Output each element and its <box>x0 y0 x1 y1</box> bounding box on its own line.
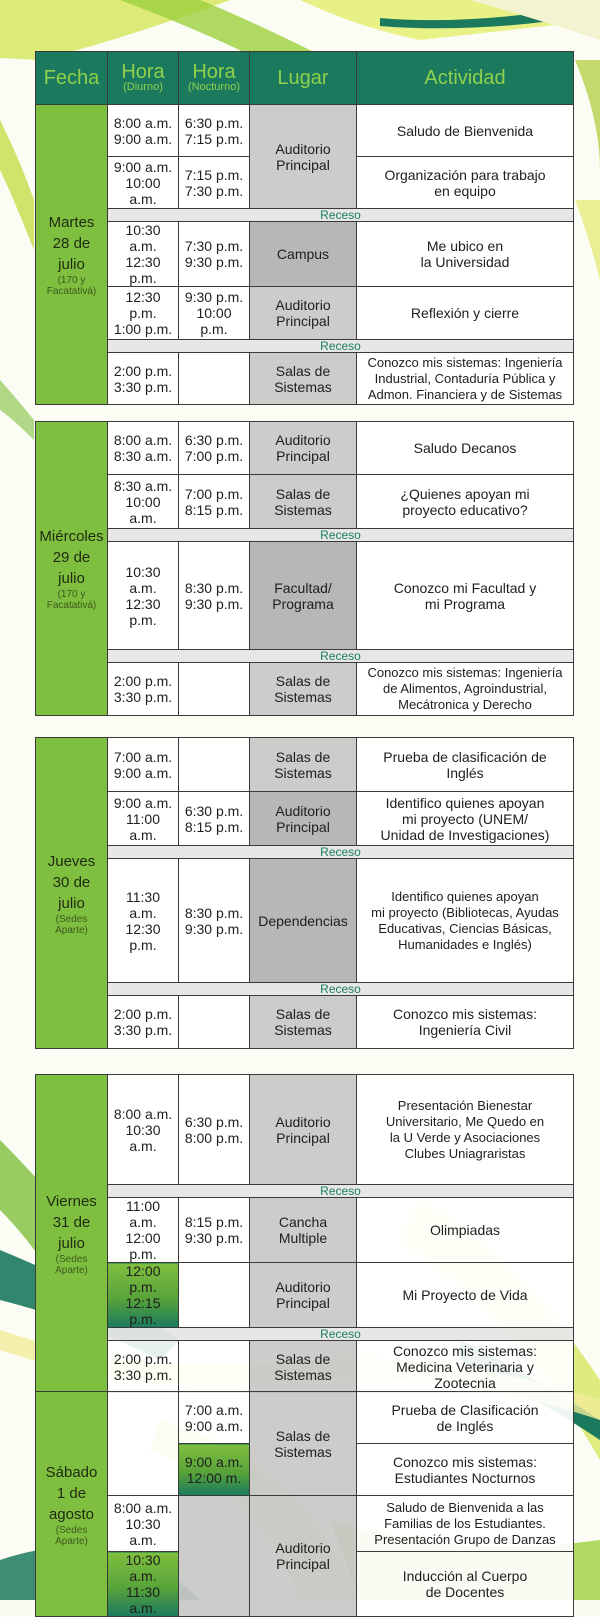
activity-cell: Conozco mis sistemas: Medicina Veterinaria y Zootecnia <box>357 1341 574 1393</box>
table-row <box>36 422 574 475</box>
table-row <box>36 1496 574 1552</box>
schedule-table-viernes <box>35 1074 574 1393</box>
table-row <box>36 1341 574 1393</box>
receso-row <box>36 1328 574 1341</box>
activity-cell: Prueba de Clasificación de Inglés <box>357 1392 574 1444</box>
location-cell: Auditorio Principal <box>250 792 357 846</box>
receso-label: Receso <box>108 209 574 222</box>
table-row <box>36 105 574 157</box>
receso-row <box>36 846 574 859</box>
time-diurno: 8:30 a.m. 10:00 a.m. <box>108 475 179 529</box>
activity-cell: Me ubico en la Universidad <box>357 222 574 287</box>
receso-label: Receso <box>108 1185 574 1198</box>
time-nocturno: 6:30 p.m. 8:15 p.m. <box>179 792 250 846</box>
table-row <box>36 738 574 792</box>
activity-cell: Organización para trabajo en equipo <box>357 157 574 209</box>
location-cell: Auditorio Principal <box>250 1263 357 1328</box>
activity-cell: Inducción al Cuerpo de Docentes <box>357 1552 574 1617</box>
schedule-table-martes <box>35 51 574 405</box>
activity-cell: Prueba de clasificación de Inglés <box>357 738 574 792</box>
receso-label: Receso <box>108 1328 574 1341</box>
activity-cell: Saludo Decanos <box>357 422 574 475</box>
table-row <box>36 1263 574 1328</box>
time-nocturno: 7:30 p.m. 9:30 p.m. <box>179 222 250 287</box>
header-hora-nocturno: Hora (Nocturno) <box>179 52 250 105</box>
schedule-table-jueves <box>35 737 574 1049</box>
header-fecha: Fecha <box>36 52 108 105</box>
time-diurno: 12:00 p.m. 12:15 p.m. <box>108 1263 179 1328</box>
day-miercoles <box>35 421 573 716</box>
location-cell: Salas de Sistemas <box>250 353 357 405</box>
receso-row <box>36 650 574 663</box>
header-actividad: Actividad <box>357 52 574 105</box>
location-cell: Facultad/ Programa <box>250 542 357 650</box>
location-cell: Auditorio Principal <box>250 422 357 475</box>
day-sabado <box>35 1391 573 1617</box>
activity-cell: Identifico quienes apoyan mi proyecto (UNEM/ Unidad de Investigaciones) <box>357 792 574 846</box>
activity-cell: Conozco mi Facultad y mi Programa <box>357 542 574 650</box>
time-nocturno: 9:30 p.m. 10:00 p.m. <box>179 287 250 340</box>
table-row <box>36 859 574 983</box>
table-row <box>36 663 574 716</box>
table-row <box>36 287 574 340</box>
time-nocturno: 6:30 p.m. 7:00 p.m. <box>179 422 250 475</box>
receso-row <box>36 209 574 222</box>
location-cell: Dependencias <box>250 859 357 983</box>
date-cell: Jueves 30 de julio (Sedes Aparte) <box>36 738 108 1049</box>
activity-cell: Saludo de Bienvenida <box>357 105 574 157</box>
receso-row <box>36 529 574 542</box>
date-cell: Viernes 31 de julio (Sedes Aparte) <box>36 1075 108 1393</box>
time-diurno: 2:00 p.m. 3:30 p.m. <box>108 353 179 405</box>
time-diurno: 2:00 p.m. 3:30 p.m. <box>108 1341 179 1393</box>
time-diurno: 9:00 a.m. 10:00 a.m. <box>108 157 179 209</box>
time-nocturno: 8:30 p.m. 9:30 p.m. <box>179 859 250 983</box>
activity-cell: Conozco mis sistemas: Ingeniería Industrial, Contaduría Pública y Admon. Financiera y de Sistemas <box>357 353 574 405</box>
header-lugar: Lugar <box>250 52 357 105</box>
receso-label: Receso <box>108 340 574 353</box>
location-cell: Campus <box>250 222 357 287</box>
location-cell: Cancha Multiple <box>250 1198 357 1263</box>
time-diurno: 12:30 p.m. 1:00 p.m. <box>108 287 179 340</box>
header-row <box>36 52 574 105</box>
table-row <box>36 1198 574 1263</box>
time-nocturno: 6:30 p.m. 8:00 p.m. <box>179 1075 250 1185</box>
activity-cell: Reflexión y cierre <box>357 287 574 340</box>
table-row <box>36 222 574 287</box>
time-nocturno: 9:00 a.m. 12:00 m. <box>179 1444 250 1496</box>
table-row <box>36 792 574 846</box>
time-diurno: 8:00 a.m. 9:00 a.m. <box>108 105 179 157</box>
receso-label: Receso <box>108 983 574 996</box>
schedule-table-miercoles <box>35 421 574 716</box>
location-cell: Auditorio Principal <box>250 1075 357 1185</box>
table-row <box>36 542 574 650</box>
time-nocturno: 7:15 p.m. 7:30 p.m. <box>179 157 250 209</box>
time-nocturno: 6:30 p.m. 7:15 p.m. <box>179 105 250 157</box>
table-row <box>36 475 574 529</box>
time-diurno: 2:00 p.m. 3:30 p.m. <box>108 996 179 1049</box>
time-diurno: 8:00 a.m. 10:30 a.m. <box>108 1496 179 1552</box>
location-cell: Salas de Sistemas <box>250 663 357 716</box>
time-nocturno <box>179 1263 250 1328</box>
time-nocturno <box>179 738 250 792</box>
time-diurno: 8:00 a.m. 8:30 a.m. <box>108 422 179 475</box>
table-row <box>36 1392 574 1444</box>
date-cell: Sábado 1 de agosto (Sedes Aparte) <box>36 1392 108 1617</box>
location-cell: Salas de Sistemas <box>250 475 357 529</box>
location-cell: Salas de Sistemas <box>250 738 357 792</box>
time-nocturno: 8:15 p.m. 9:30 p.m. <box>179 1198 250 1263</box>
location-cell: Auditorio Principal <box>250 287 357 340</box>
day-martes <box>35 51 573 405</box>
receso-row <box>36 983 574 996</box>
activity-cell: Olimpiadas <box>357 1198 574 1263</box>
time-diurno: 11:00 a.m. 12:00 p.m. <box>108 1198 179 1263</box>
time-diurno: 2:00 p.m. 3:30 p.m. <box>108 663 179 716</box>
time-diurno: 8:00 a.m. 10:30 a.m. <box>108 1075 179 1185</box>
activity-cell: Mi Proyecto de Vida <box>357 1263 574 1328</box>
time-diurno: 9:00 a.m. 11:00 a.m. <box>108 792 179 846</box>
activity-cell: Presentación Bienestar Universitario, Me Quedo en la U Verde y Asociaciones Clubes Uniagraristas <box>357 1075 574 1185</box>
receso-row <box>36 1185 574 1198</box>
time-diurno: 7:00 a.m. 9:00 a.m. <box>108 738 179 792</box>
location-cell: Salas de Sistemas <box>250 1341 357 1393</box>
time-nocturno: 8:30 p.m. 9:30 p.m. <box>179 542 250 650</box>
schedule-table-sabado <box>35 1391 574 1617</box>
receso-row <box>36 340 574 353</box>
location-cell: Salas de Sistemas <box>250 1392 357 1496</box>
activity-cell: ¿Quienes apoyan mi proyecto educativo? <box>357 475 574 529</box>
time-nocturno <box>179 353 250 405</box>
table-row <box>36 1075 574 1185</box>
activity-cell: Conozco mis sistemas: Ingeniería de Alimentos, Agroindustrial, Mecátronica y Derecho <box>357 663 574 716</box>
location-cell: Auditorio Principal <box>250 1496 357 1617</box>
header-hora-diurno: Hora (Diurno) <box>108 52 179 105</box>
table-row <box>36 353 574 405</box>
time-diurno: 11:30 a.m. 12:30 p.m. <box>108 859 179 983</box>
time-nocturno: 7:00 a.m. 9:00 a.m. <box>179 1392 250 1444</box>
time-nocturno <box>179 1341 250 1393</box>
receso-label: Receso <box>108 529 574 542</box>
time-diurno: 10:30 a.m. 12:30 p.m. <box>108 542 179 650</box>
time-diurno <box>108 1392 179 1496</box>
time-nocturno: 7:00 p.m. 8:15 p.m. <box>179 475 250 529</box>
receso-label: Receso <box>108 846 574 859</box>
time-diurno: 10:30 a.m. 12:30 p.m. <box>108 222 179 287</box>
location-cell: Salas de Sistemas <box>250 996 357 1049</box>
time-nocturno <box>179 996 250 1049</box>
activity-cell: Identifico quienes apoyan mi proyecto (Bibliotecas, Ayudas Educativas, Ciencias Básicas, Humanidades e Inglés) <box>357 859 574 983</box>
time-diurno: 10:30 a.m. 11:30 a.m. <box>108 1552 179 1617</box>
activity-cell: Conozco mis sistemas: Estudiantes Nocturnos <box>357 1444 574 1496</box>
date-cell: Miércoles 29 de julio (170 y Facatativá) <box>36 422 108 716</box>
table-row <box>36 996 574 1049</box>
day-jueves <box>35 737 573 1049</box>
day-viernes <box>35 1074 573 1393</box>
date-cell: Martes 28 de julio (170 y Facatativá) <box>36 105 108 405</box>
time-nocturno <box>179 1496 250 1617</box>
activity-cell: Conozco mis sistemas: Ingeniería Civil <box>357 996 574 1049</box>
time-nocturno <box>179 663 250 716</box>
receso-label: Receso <box>108 650 574 663</box>
activity-cell: Saludo de Bienvenida a las Familias de los Estudiantes. Presentación Grupo de Danzas <box>357 1496 574 1552</box>
location-cell: Auditorio Principal <box>250 105 357 209</box>
